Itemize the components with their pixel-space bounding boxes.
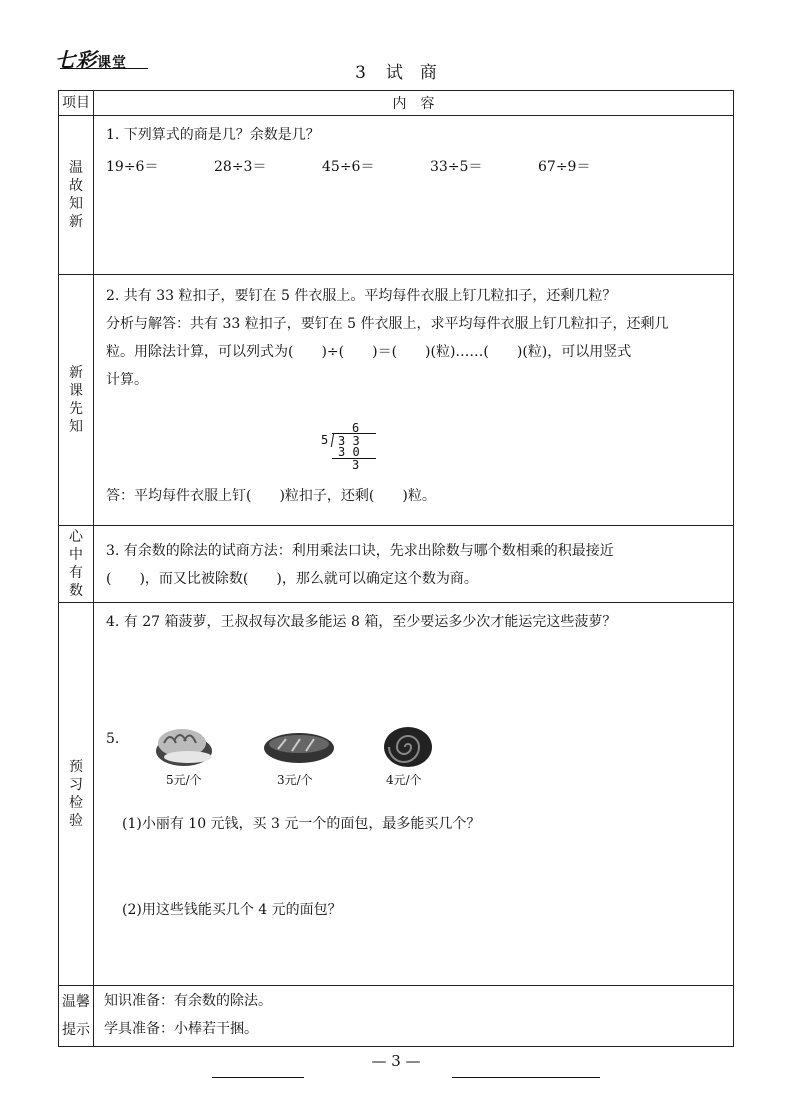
question-4: 4. 有 27 箱菠萝，王叔叔每次最多能运 8 箱，至少要运多少次才能运完这些菠萝？ <box>106 614 617 630</box>
question-5: 5. <box>106 731 120 747</box>
logo-brand: 七彩 <box>55 48 97 72</box>
row-review <box>59 116 734 275</box>
label-tips <box>59 986 94 1047</box>
expr-1: 19÷6＝ <box>106 159 159 175</box>
bread-loaf-icon <box>152 721 216 769</box>
analysis-line-2: 粒。用除法计算，可以列式为( )÷( )＝( )(粒)……( )(粒)，可以用竖式 <box>106 344 632 360</box>
question-2: 2. 共有 33 粒扣子，要钉在 5 件衣服上。平均每件衣服上钉几粒扣子，还剩几粒？ <box>106 288 617 304</box>
tips-label-1: 温馨 <box>62 994 90 1010</box>
tips-line-1: 知识准备：有余数的除法。 <box>104 993 272 1009</box>
bread-price-3: 4元/个 <box>386 773 422 787</box>
division-product: 3 0 <box>338 445 360 459</box>
expr-4: 33÷5＝ <box>430 159 483 175</box>
logo-suffix: 课堂 <box>97 55 127 71</box>
division-dividend: 3 3 <box>338 434 360 448</box>
table-header <box>59 91 734 116</box>
header-col-content: 内 容 <box>94 91 734 116</box>
row-tips <box>59 986 734 1047</box>
content-review <box>94 116 734 275</box>
label-preview: 预习检验 <box>59 603 94 986</box>
label-mind: 心中有数 <box>59 526 94 603</box>
footer-rule-left <box>212 1077 304 1078</box>
bread-price-2: 3元/个 <box>277 773 313 787</box>
lesson-table <box>58 90 734 1047</box>
method-line-2: ( )，而又比被除数( )，那么就可以确定这个数为商。 <box>106 571 478 587</box>
long-division <box>318 421 378 471</box>
tips-label-2: 提示 <box>62 1022 90 1038</box>
baguette-icon <box>262 729 336 767</box>
header-col-item: 项目 <box>59 91 94 116</box>
page-title <box>0 58 792 83</box>
content-tips <box>94 986 734 1047</box>
row-mind <box>59 526 734 603</box>
label-review: 温故知新 <box>59 116 94 275</box>
expr-2: 28÷3＝ <box>214 159 267 175</box>
row-preview <box>59 603 734 986</box>
sub-question-2: (2)用这些钱能买几个 4 元的面包？ <box>122 902 342 918</box>
division-quotient: 6 <box>352 421 360 435</box>
question-1: 1. 下列算式的商是几？余数是几？ <box>106 127 320 143</box>
method-line-1: 3. 有余数的除法的试商方法：利用乘法口诀，先求出除数与哪个数相乘的积最接近 <box>106 543 614 559</box>
swirl-bun-icon <box>382 723 434 769</box>
sub-question-1: (1)小丽有 10 元钱，买 3 元一个的面包，最多能买几个？ <box>122 816 481 832</box>
row-new <box>59 275 734 526</box>
expr-5: 67÷9＝ <box>538 159 591 175</box>
page-number: — 3 — <box>371 1052 421 1070</box>
lesson-name: 试 商 <box>385 63 437 83</box>
expr-3: 45÷6＝ <box>322 159 375 175</box>
content-preview <box>94 603 734 986</box>
tips-line-2: 学具准备：小棒若干捆。 <box>104 1021 258 1037</box>
footer-rule-right <box>452 1077 600 1078</box>
bread-price-1: 5元/个 <box>166 773 202 787</box>
content-mind <box>94 526 734 603</box>
analysis-line-3: 计算。 <box>106 372 148 388</box>
lesson-number: 3 <box>355 63 366 83</box>
label-new: 新课先知 <box>59 275 94 526</box>
answer-line: 答：平均每件衣服上钉( )粒扣子，还剩( )粒。 <box>106 488 436 504</box>
analysis-line-1: 分析与解答：共有 33 粒扣子，要钉在 5 件衣服上，求平均每件衣服上钉几粒扣子，还剩几 <box>106 316 669 332</box>
division-divisor: 5 <box>321 433 329 447</box>
content-new <box>94 275 734 526</box>
division-remainder: 3 <box>352 458 360 472</box>
